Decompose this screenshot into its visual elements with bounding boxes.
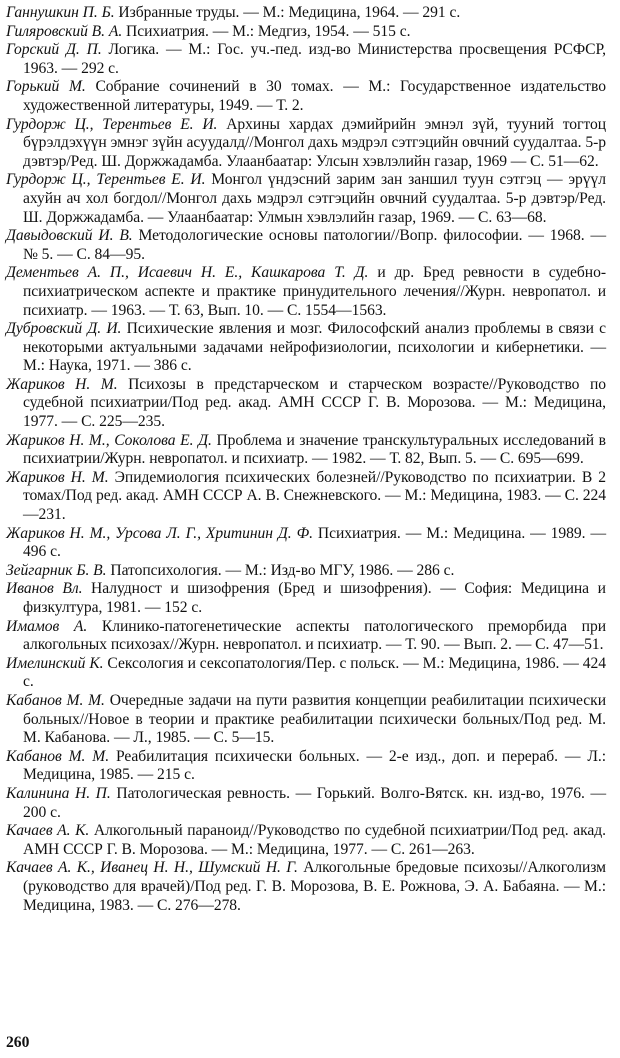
bibliography-entry [6, 859, 606, 915]
entry-author: Имелинский К. [6, 654, 104, 672]
bibliography-entry [6, 822, 606, 859]
bibliography-entry [6, 655, 606, 692]
entry-text: Методологические основы патологии//Вопр. философии. — 1968. — № 5. — С. 84—95. [23, 227, 606, 263]
entry-author: Зейгарник Б. В. [6, 561, 107, 579]
entry-text: Клинико-патогенетические аспекты патологического преморбида при алкогольных психозах//Журн. невропатол. и психиатр. — Т. 90. — Вып. 2. — С. 47—51. [23, 617, 607, 654]
entry-text: Очередные задачи на пути развития концепции реабилитации психически больных//Новое в теории и практике реабилитации психически больных/Под ред. М. М. Кабанова. — Л., 1985. — С. 5—15. [23, 691, 606, 747]
entry-text: Патопсихология. — М.: Изд-во МГУ, 1986. — 286 с. [106, 561, 455, 579]
entry-text: Алкогольный параноид//Руководство по судебной психиатрии/Под ред. акад. АМН СССР Г. В. Морозова. — М.: Медицина, 1977. — С. 261—263. [23, 822, 606, 858]
bibliography-entry [6, 23, 606, 42]
entry-text: Избранные труды. — М.: Медицина, 1964. — 291 с. [114, 4, 461, 21]
bibliography-entry [6, 748, 606, 785]
entry-text: Реабилитация психически больных. — 2-е изд., доп. и перераб. — Л.: Медицина, 1985. — 215 с. [23, 747, 606, 784]
entry-author: Жариков Н. М., Соколова Е. Д. [6, 431, 212, 449]
bibliography-entry [6, 227, 606, 264]
bibliography-entry [6, 78, 606, 115]
bibliography-entry [6, 785, 606, 822]
entry-text: Собрание сочинений в 30 томах. — М.: Государственное издательство художественной литературы, 1949. — Т. 2. [23, 78, 606, 114]
bibliography-entry [6, 171, 606, 227]
bibliography-entry [6, 320, 606, 376]
page-number: 260 [6, 1034, 30, 1051]
entry-author: Иванов Вл. [6, 580, 83, 598]
bibliography-entry [6, 469, 606, 525]
entry-author: Кабанов М. М. [6, 747, 110, 765]
entry-text: Эпидемиология психических болезней//Руководство по психиатрии. В 2 томах/Под ред. акад. АМН СССР А. В. Снежневского. — М.: Медицина, 1983. — С. 224—231. [23, 468, 607, 524]
bibliography-entry [6, 264, 606, 320]
entry-text: и др. Бред ревности в судебно-психиатрическом аспекте и практике принудительного лечения//Журн. невропатол. и психиатр. — 1963. — Т. 63, Вып. 10. — С. 1554—1563. [23, 264, 606, 319]
entry-text: Монгол үндэсний зарим зан заншил туун сэтгэц — эрүүл ахуйн ач хол богдол//Монгол дахь мэдрэл сэтгэцийн овчний суудалтаа. 5-р дэвтэр/Ред. Ш. Доржжадамба. — Улаанбаатар: Улмын хэвлэлийн газар, 1969. — С. 63—68. [23, 171, 607, 226]
entry-author: Калинина Н. П. [6, 784, 111, 802]
bibliography-entry [6, 116, 606, 172]
bibliography-entry [6, 525, 606, 562]
entry-author: Жариков Н. М. [6, 375, 118, 393]
bibliography-entry [6, 692, 606, 748]
bibliography-entry [6, 41, 606, 78]
entry-text: Психозы в предстарческом и старческом возрасте//Руководство по судебной психиатрии/Под ред. акад. АМН СССР Г. В. Морозова. — М.: Медицина, 1977. — С. 225—235. [23, 375, 606, 431]
bibliography-entry [6, 4, 606, 23]
bibliography-entry [6, 376, 606, 432]
entry-author: Давыдовский И. В. [6, 227, 133, 245]
entry-author: Кабанов М. М. [6, 691, 105, 709]
entry-text: Алкогольные бредовые психозы//Алкоголизм (руководство для врачей)/Под ред. Г. В. Морозова, В. Е. Рожнова, Э. А. Бабаяна. — М.: Медицина, 1983. — С. 276—278. [23, 859, 606, 914]
entry-text: Архины хардах дэмийрийн эмнэл зүй, тууний тогтоц бүрэлдэхүүн эмнэг зүйн асуудалд//Монгол дахь мэдрэл сэтгэцийн овчний суудалтаа. 5-р дэвтэр/Ред. Ш. Доржжадамба. Улаанбаатар: Улсын хэвлэлийн газар, 1969 — С. 51—62. [23, 115, 606, 170]
entry-author: Жариков Н. М., Урсова Л. Г., Хритинин Д. Ф. [6, 524, 313, 542]
entry-author: Гурдорж Ц., Терентьев Е. И. [6, 171, 206, 189]
entry-author: Дубровский Д. И. [6, 320, 122, 338]
bibliography-entry [6, 562, 606, 581]
entry-text: Сексология и сексопатология/Пер. с польск. — М.: Медицина, 1986. — 424 с. [23, 654, 606, 691]
entry-author: Качаев А. К. [6, 822, 90, 840]
entry-text: Логика. — М.: Гос. уч.-пед. изд-во Министерства просвещения РСФСР, 1963. — 292 с. [23, 41, 606, 77]
entry-author: Горький М. [6, 78, 86, 96]
bibliography-entry [6, 432, 606, 469]
bibliography-list [6, 4, 606, 915]
entry-author: Качаев А. К., Иванец Н. Н., Шумский Н. Г. [6, 859, 298, 877]
entry-text: Проблема и значение транскультуральных исследований в психиатрии/Журн. невропатол. и психиатр. — 1982. — Т. 82, Вып. 5. — С. 695—699. [23, 431, 606, 468]
entry-author: Имамов А. [6, 617, 88, 635]
entry-author: Гиляровский В. А. [6, 22, 123, 40]
entry-author: Горский Д. П. [6, 41, 102, 59]
entry-author: Дементьев А. П., Исаевич Н. Е., Кашкарова Т. Д. [6, 264, 369, 282]
entry-author: Ганнушкин П. Б. [6, 4, 115, 21]
entry-text: Патологическая ревность. — Горький. Волго-Вятск. кн. изд-во, 1976. — 200 с. [23, 784, 606, 821]
entry-author: Гурдорж Ц., Терентьев Е. И. [6, 115, 218, 133]
entry-text: Психические явления и мозг. Философский анализ проблемы в связи с некоторыми актуальными задачами нейрофизиологии, психологии и кибернетики. — М.: Наука, 1971. — 386 с. [23, 320, 606, 375]
entry-author: Жариков Н. М. [6, 468, 109, 486]
entry-text: Налудност и шизофрения (Бред и шизофрения). — София: Медицина и физкултура, 1981. — 152 с. [23, 580, 606, 616]
entry-text: Психиатрия. — М.: Медгиз, 1954. — 515 с. [122, 22, 411, 40]
bibliography-entry [6, 618, 606, 655]
bibliography-entry [6, 580, 606, 617]
entry-text: Психиатрия. — М.: Медицина. — 1989. — 496 с. [23, 524, 606, 561]
